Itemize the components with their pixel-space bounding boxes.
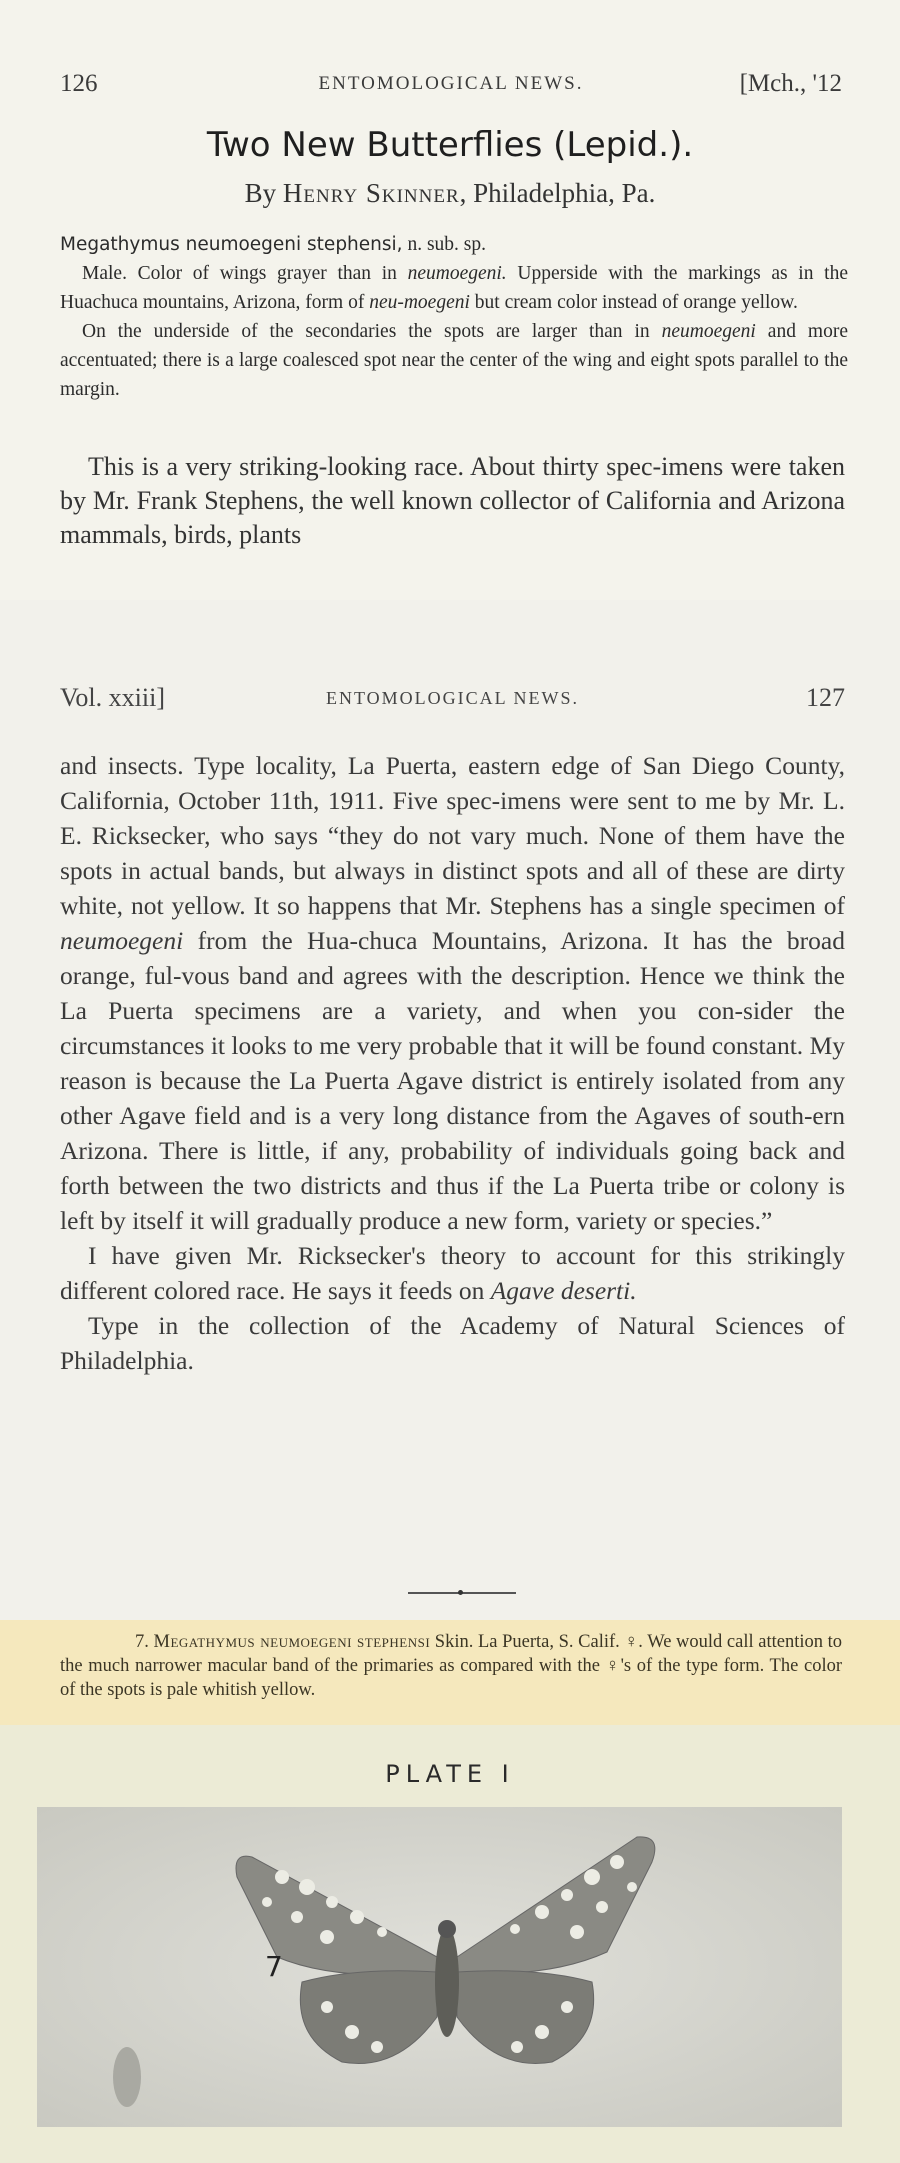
plate-section <box>0 1725 900 2163</box>
section-divider <box>408 1592 516 1594</box>
underside-description: On the underside of the secondaries the spots are larger than in neumoegeni and more accentuated; there is a large coalesced spot near the center of the wing and eight spots parallel to the margin. <box>60 321 848 400</box>
journal-title: ENTOMOLOGICAL NEWS. <box>326 688 579 708</box>
article-body <box>60 748 845 1378</box>
species-description <box>60 230 848 404</box>
page-number: 126 <box>60 70 98 97</box>
paragraph: Type in the collection of the Academy of Natural Sciences of Philadelphia. <box>60 1311 845 1375</box>
paragraph: I have given Mr. Ricksecker's theory to account for this strikingly different colored race. He says it feeds on Agave deserti. <box>60 1241 845 1305</box>
page-127 <box>0 600 900 1620</box>
male-description: Male. Color of wings grayer than in neumoegeni. Upperside with the markings as in the Huachuca mountains, Arizona, form of neu-moegeni but cream color instead of orange yellow. <box>60 263 848 313</box>
volume-label: Vol. xxiii] <box>60 683 165 712</box>
page-number: 127 <box>806 683 845 712</box>
byline: By Henry Skinner, Philadelphia, Pa. <box>244 178 656 208</box>
caption-species: Megathymus neumoegeni stephensi <box>153 1632 431 1652</box>
paragraph: This is a very striking-looking race. About thirty spec-imens were taken by Mr. Frank Stephens, the well known collector of California and Arizona mammals, birds, plants <box>60 452 845 549</box>
figure-number: 7 <box>265 1950 283 1983</box>
journal-title: ENTOMOLOGICAL NEWS. <box>318 73 584 94</box>
caption-text: 7. Megathymus neumoegeni stephensi Skin. La Puerta, S. Calif. ♀. We would call attention to the much narrower macular band of the primaries as compared with the ♀'s of the type form. The color of the spots is pale whitish yellow. <box>60 1632 843 1700</box>
page-126 <box>0 0 900 600</box>
species-heading: Megathymus neumoegeni stephensi, n. sub. sp. <box>60 234 486 255</box>
butterfly-illustration <box>37 1807 842 2127</box>
paragraph: and insects. Type locality, La Puerta, eastern edge of San Diego County, California, October 11th, 1911. Five spec-imens were sent to me by Mr. L. E. Ricksecker, who says “they do not vary much. None of them have the spots in actual bands, but always in distinct spots and all of these are dirty white, not yellow. It so happens that Mr. Stephens has a single specimen of neumoegeni from the Hua-chuca Mountains, Arizona. It has the broad orange, ful-vous band and agrees with the description. Hence we think the La Puerta specimens are a variety, and when you con-sider the circumstances it looks to me very probable that it will be found constant. My reason is because the La Puerta Agave district is entirely isolated from any other Agave field and is a very long distance from the Agaves of south-ern Arizona. There is little, if any, probability of individuals going back and forth between the two districts and thus if the La Puerta tribe or colony is left by itself it will gradually produce a new form, variety or species.” <box>60 751 845 1235</box>
author-name: Henry Skinner <box>282 178 460 208</box>
issue-date: [Mch., '12 <box>739 70 842 97</box>
butterfly-photo <box>37 1807 842 2127</box>
plate-caption <box>0 1620 900 1725</box>
running-head <box>60 70 842 100</box>
article-title: Two New Butterflies (Lepid.). <box>206 125 694 165</box>
running-head <box>60 683 845 713</box>
plate-title: PLATE I <box>385 1760 515 1788</box>
body-text-continued <box>60 450 845 552</box>
